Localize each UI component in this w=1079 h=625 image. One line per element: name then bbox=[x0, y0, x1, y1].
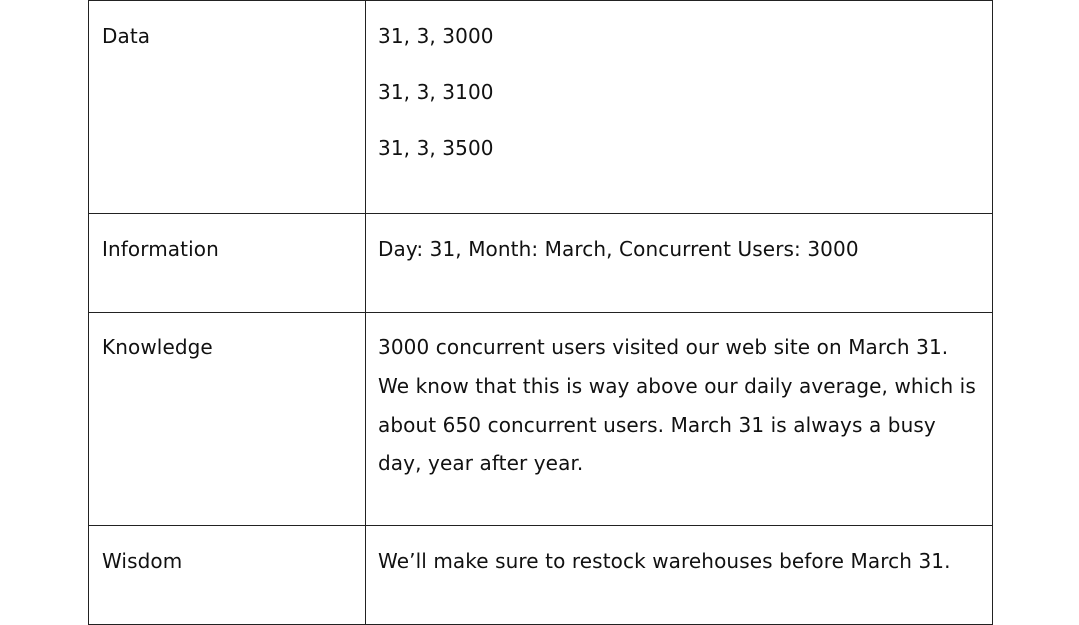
information-text: Day: 31, Month: March, Concurrent Users: 3000 bbox=[378, 237, 859, 261]
term-label-data: Data bbox=[102, 24, 151, 48]
knowledge-text: 3000 concurrent users visited our web site on March 31. We know that this is way above our daily average, which is about 650 concurrent users. March 31 is always a busy day, year after year. bbox=[378, 335, 976, 476]
term-label-knowledge: Knowledge bbox=[102, 335, 213, 359]
description-cell bbox=[366, 214, 993, 313]
dikw-table bbox=[88, 0, 993, 625]
term-cell bbox=[89, 313, 366, 526]
table-row-data bbox=[89, 1, 993, 214]
description-cell bbox=[366, 313, 993, 526]
term-label-information: Information bbox=[102, 237, 219, 261]
description-cell bbox=[366, 526, 993, 625]
table-row-knowledge bbox=[89, 313, 993, 526]
term-cell bbox=[89, 526, 366, 625]
data-value-line: 31, 3, 3000 bbox=[378, 24, 494, 48]
wisdom-text: We’ll make sure to restock warehouses before March 31. bbox=[378, 549, 951, 573]
term-cell bbox=[89, 1, 366, 214]
data-value-line: 31, 3, 3100 bbox=[378, 80, 494, 104]
data-value-line: 31, 3, 3500 bbox=[378, 136, 494, 160]
table-row-information bbox=[89, 214, 993, 313]
term-cell bbox=[89, 214, 366, 313]
description-cell bbox=[366, 1, 993, 214]
term-label-wisdom: Wisdom bbox=[102, 549, 183, 573]
table-row-wisdom bbox=[89, 526, 993, 625]
